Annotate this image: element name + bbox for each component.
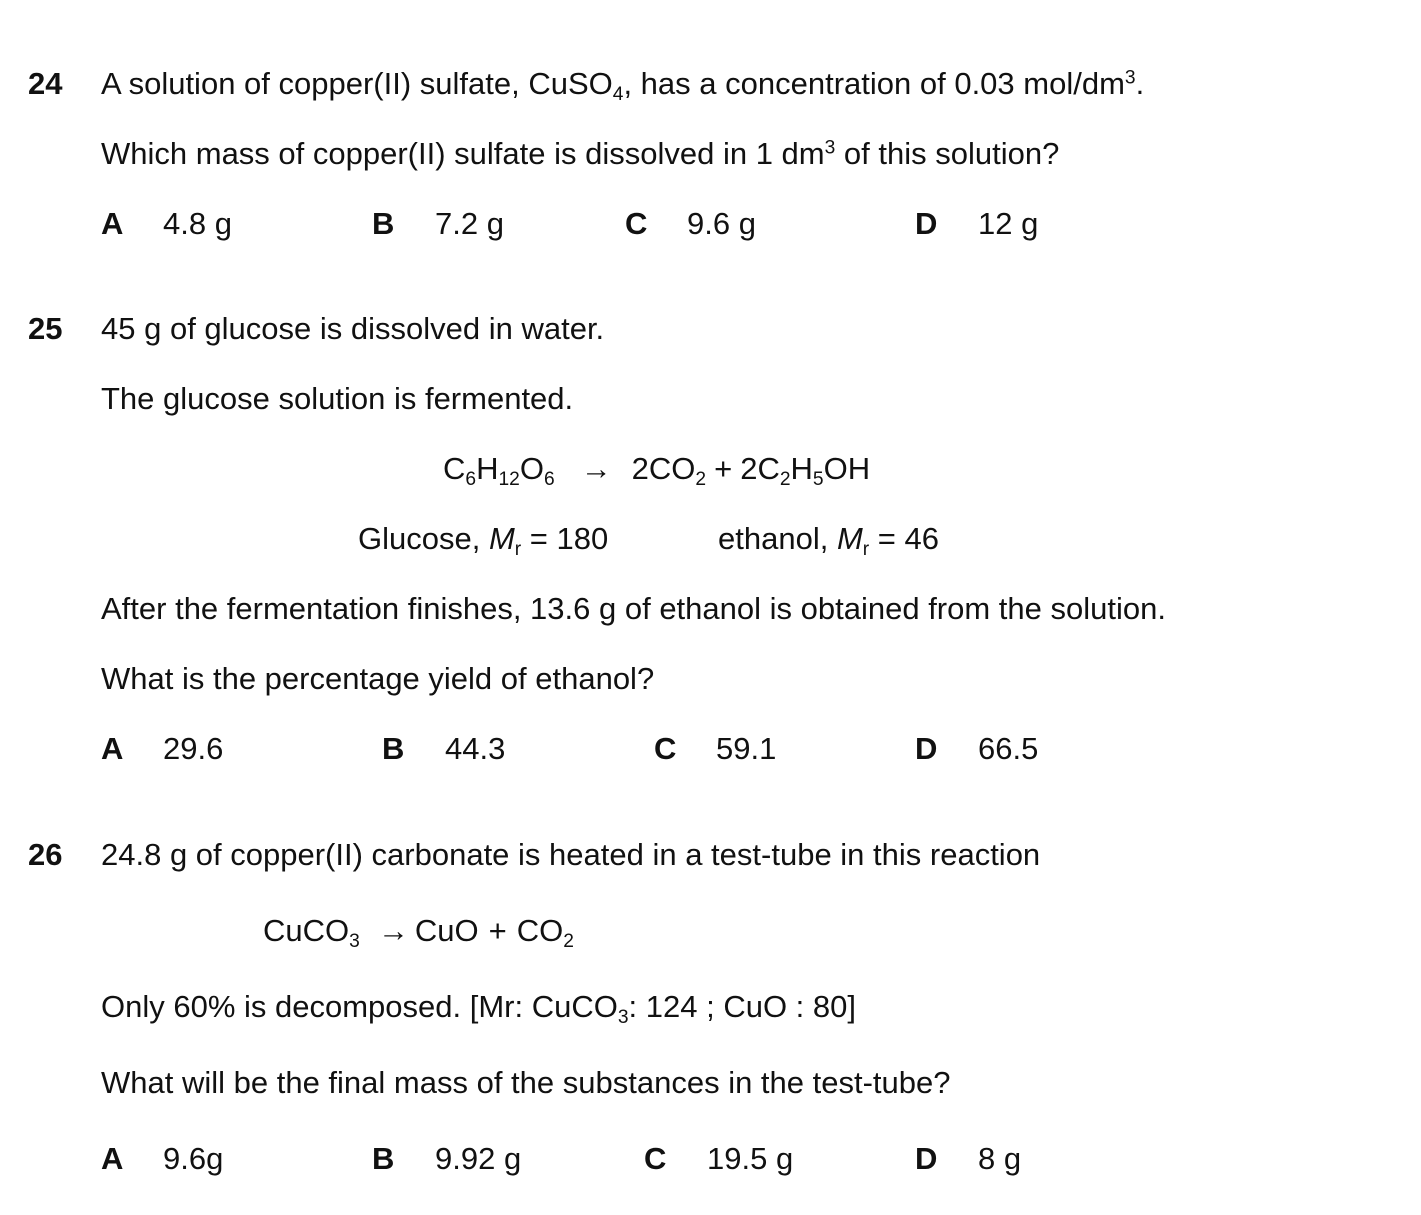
option-c-letter[interactable]: C (644, 1141, 667, 1176)
option-d-letter[interactable]: D (915, 731, 938, 766)
option-a-letter[interactable]: A (101, 206, 124, 241)
option-a-value[interactable]: 29.6 (163, 731, 224, 766)
question-line: The glucose solution is fermented. (101, 381, 574, 416)
option-b-letter[interactable]: B (372, 1141, 395, 1176)
question-prompt: Which mass of copper(II) sulfate is dissolved in 1 $dm^3$ of this solution? (101, 136, 1060, 171)
option-b-letter[interactable]: B (382, 731, 405, 766)
question-line: 24.8 g of copper(II) carbonate is heated in a test-tube in this reaction (101, 837, 1041, 872)
option-c-value[interactable]: 59.1 (716, 731, 777, 766)
option-a-letter[interactable]: A (101, 731, 124, 766)
option-b-letter[interactable]: B (372, 206, 395, 241)
question-prompt: What will be the final mass of the substances in the test-tube? (101, 1065, 951, 1100)
option-c-letter[interactable]: C (625, 206, 648, 241)
option-a-letter[interactable]: A (101, 1141, 124, 1176)
option-c-letter[interactable]: C (654, 731, 677, 766)
decomposition-equation: CuCO$_3$ → CuO + $CO_2$ (263, 913, 574, 953)
question-line: After the fermentation finishes, 13.6 g of ethanol is obtained from the solution. (101, 591, 1166, 626)
fermentation-equation: $C_6H_{12}O_6 \to 2CO_2 + 2C_2H_5OH$ (443, 451, 871, 491)
option-c-value[interactable]: 9.6 g (687, 206, 756, 241)
question-number: 26 (28, 837, 63, 872)
reaction-arrow: → (377, 913, 409, 948)
option-b-value[interactable]: 7.2 g (435, 206, 504, 241)
question-stem: A solution of copper(II) sulfate, CuSO$_4$, has a concentration of 0.03 mol/$dm^3$. (101, 66, 1145, 106)
option-a-value[interactable]: 4.8 g (163, 206, 232, 241)
option-c-value[interactable]: 19.5 g (707, 1141, 794, 1176)
option-d-letter[interactable]: D (915, 1141, 938, 1176)
question-prompt: What is the percentage yield of ethanol? (101, 661, 655, 696)
option-d-letter[interactable]: D (915, 206, 938, 241)
option-b-value[interactable]: 9.92 g (435, 1141, 522, 1176)
question-line: 45 g of glucose is dissolved in water. (101, 311, 605, 346)
question-number: 24 (28, 66, 63, 101)
option-a-value[interactable]: 9.6g (163, 1141, 224, 1176)
reaction-arrow: → (580, 451, 612, 486)
question-line: Only 60% is decomposed. [Mr: CuCO$_3$: 124 ; CuO : 80] (101, 989, 857, 1029)
question-number: 25 (28, 311, 63, 346)
option-d-value[interactable]: 8 g (978, 1141, 1022, 1176)
glucose-mr: Glucose, $M_r = 180$ (358, 521, 609, 561)
option-d-value[interactable]: 12 g (978, 206, 1039, 241)
ethanol-mr: ethanol, $M_r = 46$ (718, 521, 939, 561)
option-b-value[interactable]: 44.3 (445, 731, 506, 766)
option-d-value[interactable]: 66.5 (978, 731, 1039, 766)
